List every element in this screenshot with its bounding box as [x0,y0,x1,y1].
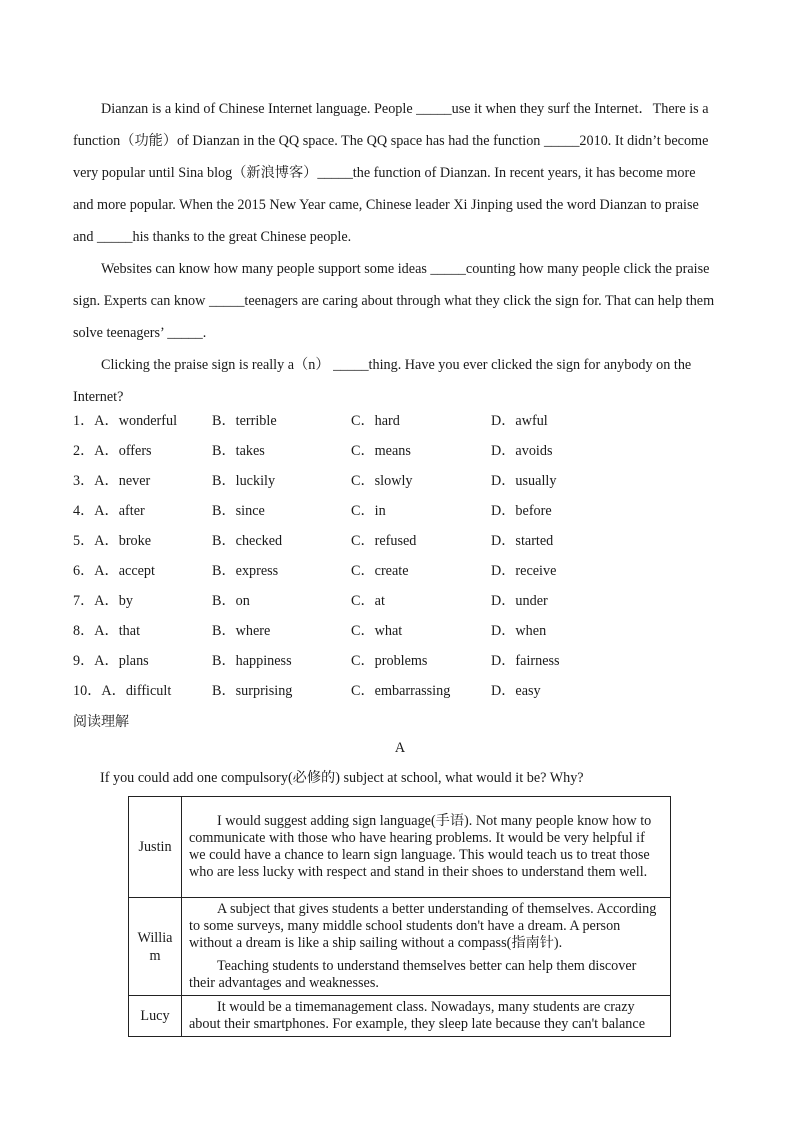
option-a: 4．A．after [73,503,145,519]
passage-paragraph: Dianzan is a kind of Chinese Internet language. People _____use it when they surf the Internet．There is a function（功能）of Dianzan in the QQ space. The QQ space has had the function _____2010. It didn’t become very popular until Sina blog（新浪博客）_____the function of Dianzan. In recent years, it has become more and more popular. When the 2015 New Year came, Chinese leader Xi Jinping used the word Dianzan to praise and _____his thanks to the great Chinese people. [73,101,709,245]
option-c: C．slowly [351,473,413,489]
option-c: C．hard [351,413,400,429]
question-row [73,586,713,616]
question-number: 4． [73,503,95,519]
option-b: B．express [212,563,279,579]
answer-options [73,406,713,706]
option-a: 9．A．plans [73,653,149,669]
student-name: Lucy [129,996,182,1037]
option-c: C．what [351,623,403,639]
option-b: B．surprising [212,683,293,699]
option-c: C．create [351,563,409,579]
option-d: D．when [491,623,547,639]
option-b: B．on [212,593,250,609]
option-a: 8．A．that [73,623,141,639]
question-row [73,436,713,466]
option-a: 3．A．never [73,473,151,489]
passage-paragraph: Clicking the praise sign is really a（n） _____thing. Have you ever clicked the sign for anybody on the Internet? [73,357,692,405]
option-d: D．before [491,503,552,519]
option-d: D．fairness [491,653,560,669]
option-b: B．happiness [212,653,292,669]
option-d: D．started [491,533,554,549]
student-answer [182,996,671,1037]
question-row [73,556,713,586]
option-c: C．means [351,443,411,459]
student-answer [182,797,671,898]
option-a: 7．A．by [73,593,133,609]
reading-question: If you could add one compulsory(必修的) subject at school, what would it be? Why? [100,770,584,786]
cloze-passage [73,93,718,413]
question-number: 2． [73,443,95,459]
option-a: 6．A．accept [73,563,155,579]
option-b: B．luckily [212,473,276,489]
question-row [73,526,713,556]
question-number: 7． [73,593,95,609]
option-a: 1．A．wonderful [73,413,178,429]
option-b: B．terrible [212,413,277,429]
passage-title: A [394,740,406,756]
answer-paragraph: A subject that gives students a better understanding of themselves. According to some surveys, many middle school students don't have a dream. A person without a dream is like a ship sailing without a compass(指南针). [189,901,657,951]
table-row [129,996,671,1037]
question-row [73,646,713,676]
question-number: 5． [73,533,95,549]
question-row [73,676,713,706]
question-number: 8． [73,623,95,639]
answer-paragraph: Teaching students to understand themselves better can help them discover their advantages and weaknesses. [189,958,637,991]
option-d: D．usually [491,473,557,489]
question-number: 9． [73,653,95,669]
passage-paragraph: Websites can know how many people support some ideas _____counting how many people click the praise sign. Experts can know _____teenagers are caring about through what they click the sign for. That can help them solve teenagers’ _____. [73,261,715,341]
question-number: 6． [73,563,95,579]
question-number: 10． [73,683,102,699]
option-a: 5．A．broke [73,533,152,549]
answer-paragraph: It would be a timemanagement class. Nowadays, many students are crazy about their smartphones. For example, they sleep late because they can't balance [189,999,645,1032]
question-row [73,406,713,436]
option-c: C．embarrassing [351,683,451,699]
option-c: C．refused [351,533,417,549]
question-row [73,466,713,496]
option-b: B．takes [212,443,265,459]
student-name: William [129,898,182,996]
option-c: C．at [351,593,385,609]
question-number: 1． [73,413,95,429]
option-a: 10．A．difficult [73,683,172,699]
question-number: 3． [73,473,95,489]
option-b: B．since [212,503,265,519]
option-d: D．awful [491,413,548,429]
option-d: D．receive [491,563,557,579]
option-d: D．under [491,593,548,609]
option-d: D．easy [491,683,541,699]
question-row [73,496,713,526]
student-name: Justin [129,797,182,898]
answer-paragraph: I would suggest adding sign language(手语). Not many people know how to communicate with those who have hearing problems. It would be very helpful if we could have a chance to learn sign language. This would teach us to treat those who are less lucky with respect and stand in their shoes to understand them well. [189,813,652,880]
option-c: C．in [351,503,386,519]
table-row [129,898,671,996]
question-row [73,616,713,646]
option-d: D．avoids [491,443,553,459]
student-answer [182,898,671,996]
table-row [129,797,671,898]
option-a: 2．A．offers [73,443,152,459]
option-b: B．checked [212,533,283,549]
section-heading: 阅读理解 [73,714,129,730]
option-c: C．problems [351,653,428,669]
option-b: B．where [212,623,271,639]
answers-table [128,796,671,1037]
